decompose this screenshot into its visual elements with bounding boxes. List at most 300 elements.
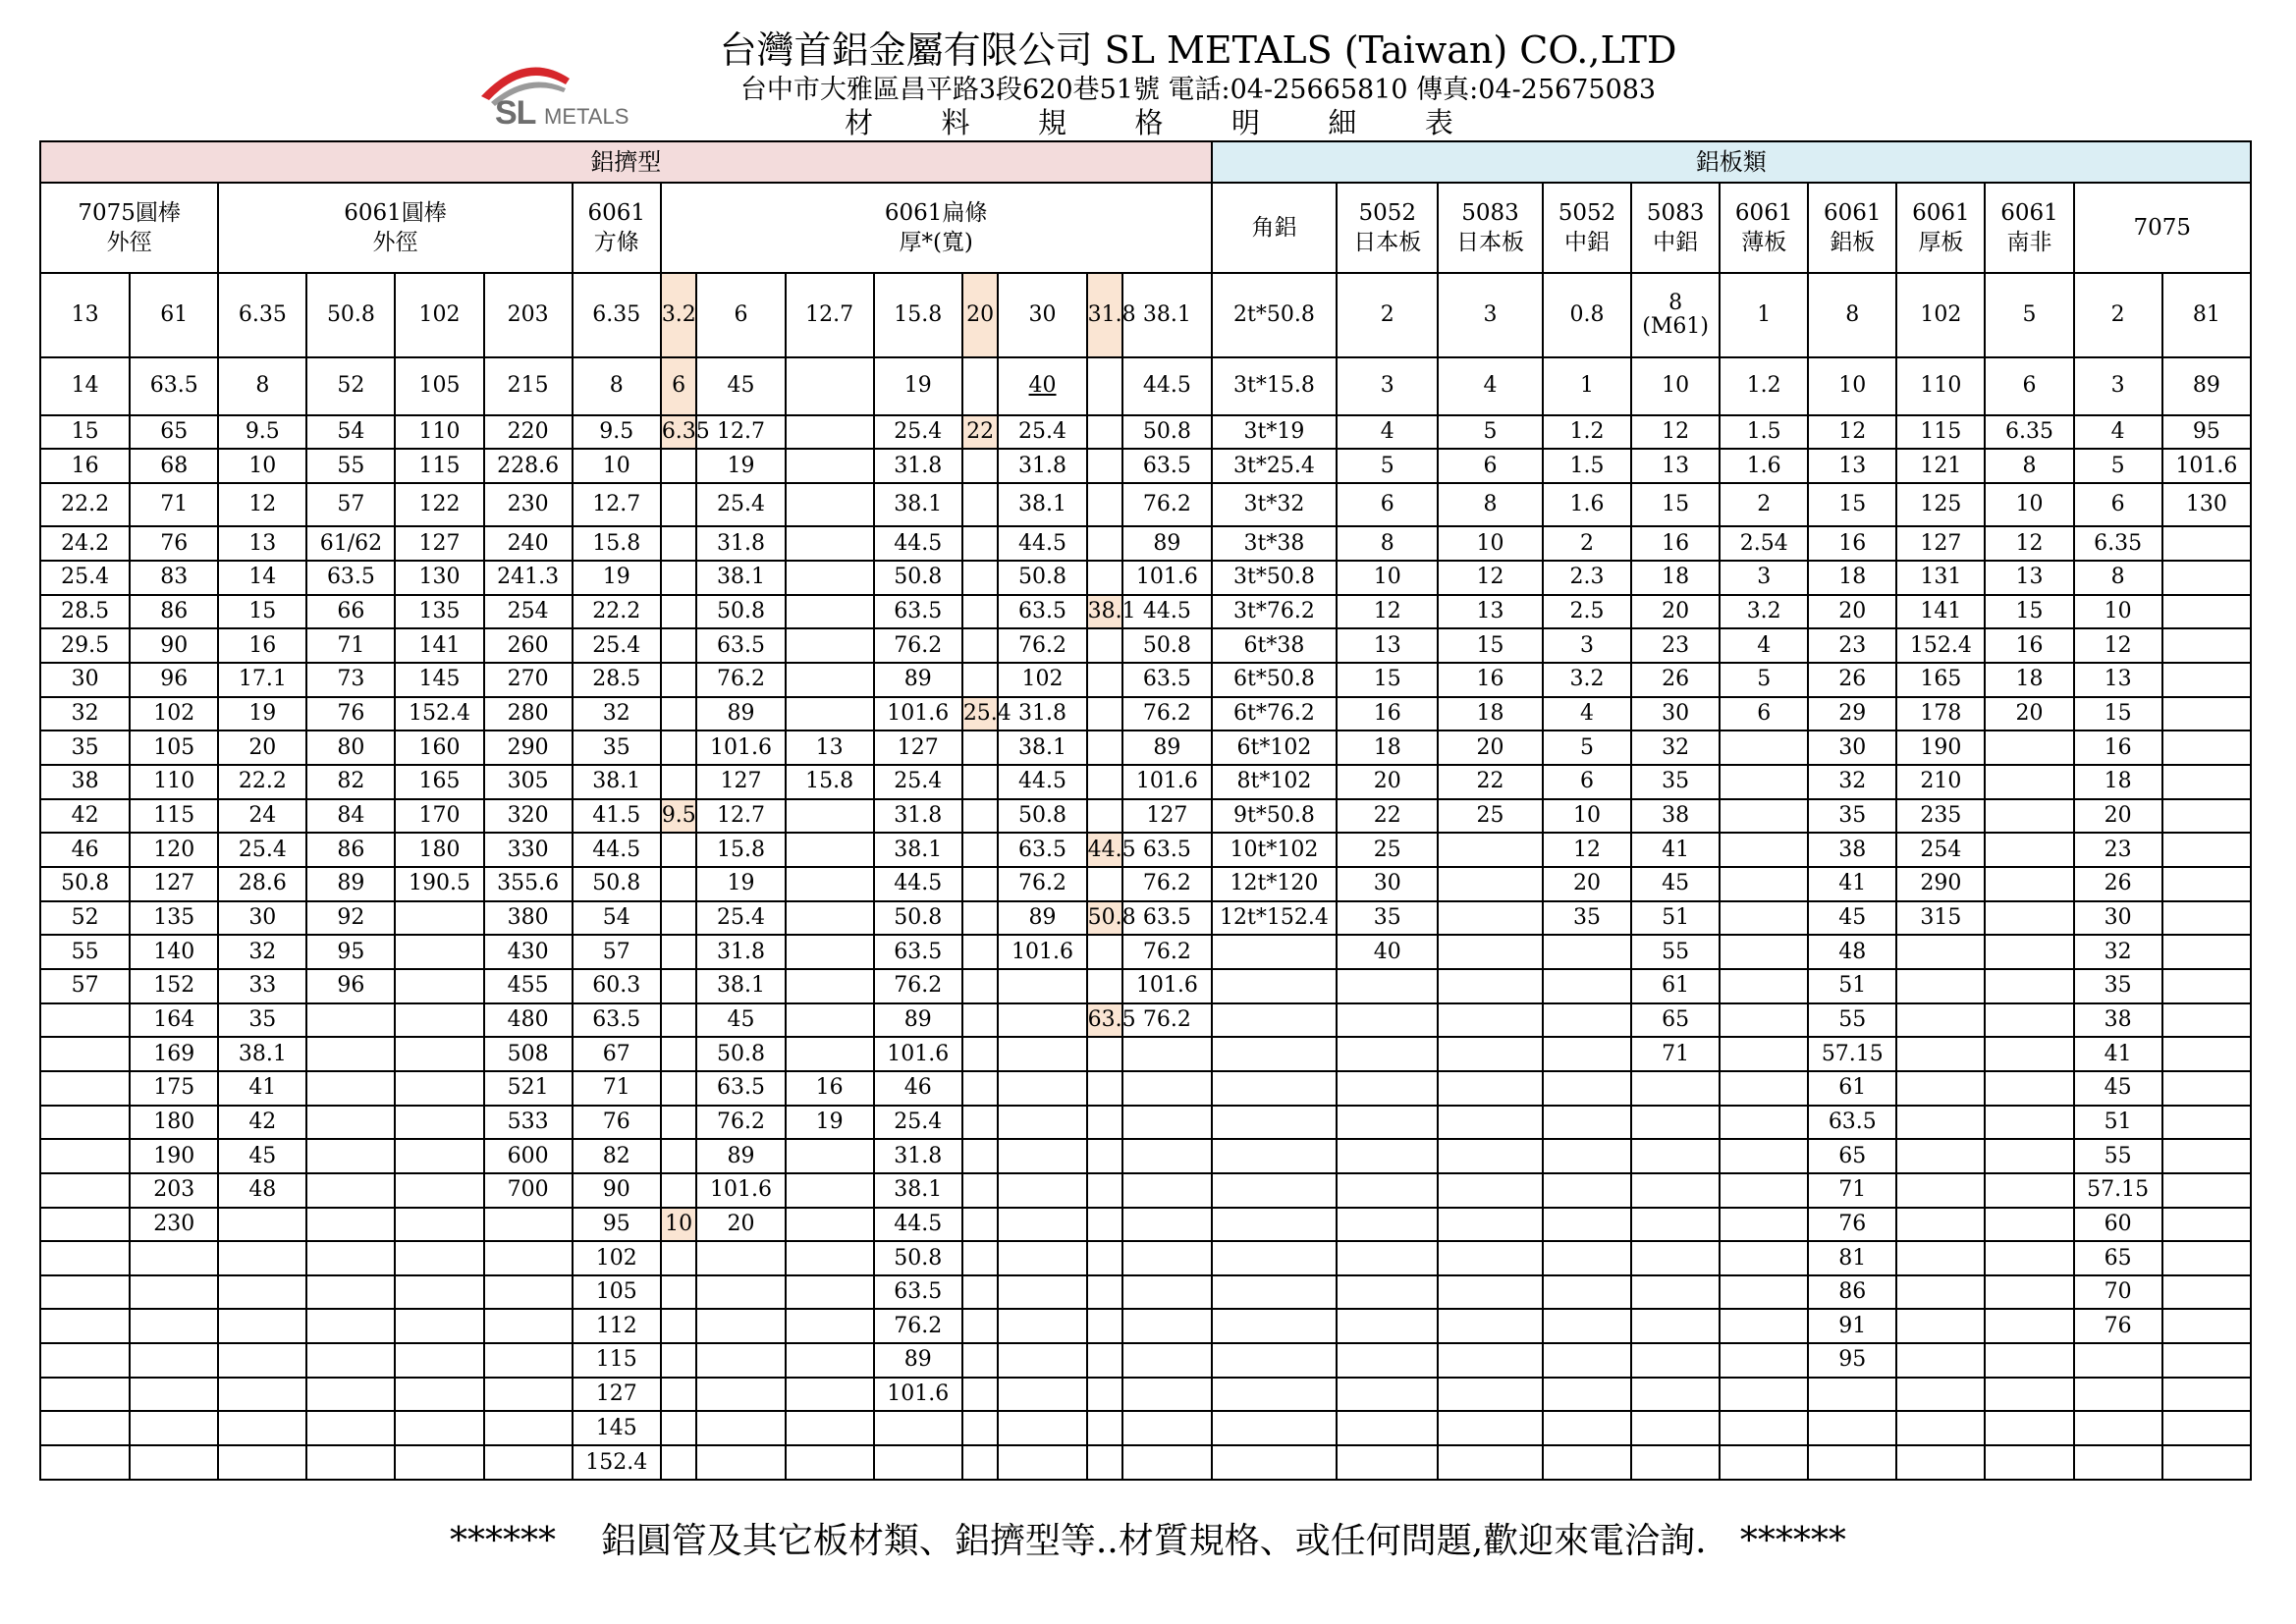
table-cell — [1896, 1275, 1985, 1310]
table-cell — [218, 1445, 306, 1480]
table-row — [40, 1139, 2251, 1173]
table-cell: 3t*50.8 — [1212, 561, 1338, 595]
table-cell: 121 — [1896, 449, 1985, 483]
table-cell — [661, 1071, 697, 1106]
table-cell — [2162, 765, 2251, 799]
table-cell: 145 — [395, 663, 483, 697]
table-cell: 290 — [484, 731, 573, 765]
table-cell: 5 — [1985, 273, 2073, 358]
table-cell: 228.6 — [484, 449, 573, 483]
logo-subtext: METALS — [544, 104, 629, 129]
table-cell: 9.5 — [661, 799, 697, 834]
table-cell — [962, 449, 999, 483]
table-cell: 12.7 — [573, 483, 661, 527]
table-cell — [786, 526, 874, 561]
table-cell — [1087, 1241, 1123, 1275]
table-cell — [1985, 1378, 2073, 1412]
table-cell — [1212, 1037, 1338, 1071]
table-cell: 51 — [1808, 969, 1896, 1003]
table-row — [40, 595, 2251, 629]
table-cell — [1337, 1139, 1438, 1173]
table-cell: 10 — [218, 449, 306, 483]
table-cell: 45 — [1808, 901, 1896, 936]
table-cell — [40, 1106, 130, 1140]
table-cell: 240 — [484, 526, 573, 561]
table-cell: 38.1 — [1087, 595, 1123, 629]
table-cell — [1087, 867, 1123, 901]
table-cell: 23 — [2074, 833, 2162, 867]
table-cell: 63.5 — [696, 1071, 785, 1106]
table-cell: 13 — [1808, 449, 1896, 483]
table-cell — [962, 799, 999, 834]
table-cell: 25 — [1337, 833, 1438, 867]
table-cell — [1985, 1275, 2073, 1310]
table-cell: 2 — [2074, 273, 2162, 358]
table-cell: 10 — [1438, 526, 1543, 561]
table-cell — [306, 1071, 395, 1106]
table-cell — [962, 1343, 999, 1378]
table-cell: 190.5 — [395, 867, 483, 901]
table-cell: 2 — [1543, 526, 1631, 561]
table-cell: 6t*102 — [1212, 731, 1338, 765]
table-cell — [395, 1003, 483, 1038]
table-row — [40, 663, 2251, 697]
table-cell — [962, 1411, 999, 1445]
table-cell — [786, 1241, 874, 1275]
table-cell: 1.2 — [1720, 357, 1808, 414]
table-cell: 15 — [2074, 697, 2162, 731]
table-cell: 20 — [1985, 697, 2073, 731]
table-cell — [1122, 1106, 1211, 1140]
table-cell: 3t*15.8 — [1212, 357, 1338, 414]
table-cell: 320 — [484, 799, 573, 834]
table-cell — [218, 1309, 306, 1343]
table-cell — [786, 799, 874, 834]
table-cell: 95 — [1808, 1343, 1896, 1378]
table-cell: 44.5 — [998, 765, 1086, 799]
table-cell — [1896, 935, 1985, 969]
table-cell — [1985, 765, 2073, 799]
table-cell — [786, 969, 874, 1003]
table-cell: 30 — [218, 901, 306, 936]
document-title-char: 細 — [1328, 106, 1357, 139]
table-cell: 120 — [130, 833, 218, 867]
table-cell: 101.6 — [2162, 449, 2251, 483]
table-cell: 86 — [130, 595, 218, 629]
table-cell: 46 — [874, 1071, 962, 1106]
table-cell: 135 — [130, 901, 218, 936]
table-cell: 110 — [395, 415, 483, 450]
table-cell — [661, 1411, 697, 1445]
table-cell: 38 — [1631, 799, 1720, 834]
table-cell: 68 — [130, 449, 218, 483]
table-cell: 63.5 — [1122, 449, 1211, 483]
table-cell — [1122, 1275, 1211, 1310]
table-cell: 50.8 — [696, 1037, 785, 1071]
table-cell: 76 — [573, 1106, 661, 1140]
table-cell: 29 — [1808, 697, 1896, 731]
table-cell: 50.8 — [306, 273, 395, 358]
table-cell — [1438, 1343, 1543, 1378]
table-cell: 17.1 — [218, 663, 306, 697]
table-cell — [395, 1139, 483, 1173]
table-cell — [962, 867, 999, 901]
table-cell — [1122, 1309, 1211, 1343]
table-cell — [1720, 1208, 1808, 1242]
table-cell: 40 — [1337, 935, 1438, 969]
table-cell — [130, 1275, 218, 1310]
table-row — [40, 1241, 2251, 1275]
table-cell: 25.4 — [40, 561, 130, 595]
table-cell — [1087, 935, 1123, 969]
table-cell — [1985, 969, 2073, 1003]
table-cell — [1985, 1106, 2073, 1140]
table-cell: 25.4 — [218, 833, 306, 867]
table-cell: 63.5 — [874, 1275, 962, 1310]
table-cell — [696, 1411, 785, 1445]
table-cell: 16 — [2074, 731, 2162, 765]
table-cell — [130, 1343, 218, 1378]
table-cell: 63.5 — [1122, 833, 1211, 867]
table-cell: 35 — [1631, 765, 1720, 799]
table-cell: 61 — [1631, 969, 1720, 1003]
table-cell: 3t*76.2 — [1212, 595, 1338, 629]
table-cell: 6.35 — [573, 273, 661, 358]
table-cell — [1720, 1445, 1808, 1480]
table-cell: 60 — [2074, 1208, 2162, 1242]
table-cell: 12.7 — [786, 273, 874, 358]
table-cell — [1438, 1003, 1543, 1038]
table-cell — [1122, 1411, 1211, 1445]
table-row — [40, 1411, 2251, 1445]
table-cell: 71 — [1808, 1173, 1896, 1208]
table-cell: 2.54 — [1720, 526, 1808, 561]
table-cell: 35 — [1337, 901, 1438, 936]
table-cell — [786, 935, 874, 969]
table-cell: 9.5 — [218, 415, 306, 450]
table-cell — [1087, 1037, 1123, 1071]
table-cell — [1543, 1411, 1631, 1445]
table-cell — [1896, 1173, 1985, 1208]
table-cell — [130, 1378, 218, 1412]
table-cell — [696, 1343, 785, 1378]
table-cell — [786, 1411, 874, 1445]
table-cell — [1631, 1445, 1720, 1480]
table-cell: 15 — [218, 595, 306, 629]
table-cell: 19 — [786, 1106, 874, 1140]
table-cell — [395, 935, 483, 969]
table-cell: 3 — [1438, 273, 1543, 358]
table-cell — [40, 1037, 130, 1071]
table-cell: 16 — [786, 1071, 874, 1106]
table-cell: 16 — [1985, 628, 2073, 663]
table-cell — [962, 765, 999, 799]
table-cell: 2.5 — [1543, 595, 1631, 629]
table-cell — [1720, 1106, 1808, 1140]
table-cell — [786, 901, 874, 936]
table-cell — [1212, 969, 1338, 1003]
table-cell: 18 — [2074, 765, 2162, 799]
document-title-char: 料 — [941, 106, 970, 139]
table-cell — [306, 1003, 395, 1038]
table-cell: 12.7 — [696, 415, 785, 450]
table-cell — [962, 1275, 999, 1310]
table-cell — [1337, 1071, 1438, 1106]
table-cell: 220 — [484, 415, 573, 450]
table-cell: 6 — [696, 273, 785, 358]
table-cell — [1896, 1378, 1985, 1412]
table-cell: 57 — [306, 483, 395, 527]
table-cell — [1631, 1411, 1720, 1445]
table-cell — [1438, 1275, 1543, 1310]
table-cell — [661, 1343, 697, 1378]
table-cell — [962, 1208, 999, 1242]
table-cell — [1985, 833, 2073, 867]
table-cell — [661, 561, 697, 595]
table-cell — [1720, 1275, 1808, 1310]
table-cell: 18 — [1337, 731, 1438, 765]
table-cell — [1337, 1241, 1438, 1275]
table-cell — [2162, 1411, 2251, 1445]
table-cell — [1087, 1411, 1123, 1445]
table-cell: 52 — [40, 901, 130, 936]
table-cell — [661, 731, 697, 765]
table-row — [40, 1173, 2251, 1208]
table-cell — [1337, 969, 1438, 1003]
table-cell: 63.5 — [998, 595, 1086, 629]
col-header-6061-rod: 6061圓棒 外徑 — [218, 183, 572, 273]
table-cell — [786, 1343, 874, 1378]
table-cell: 1 — [1543, 357, 1631, 414]
table-cell: 1.2 — [1543, 415, 1631, 450]
table-cell: 95 — [2162, 415, 2251, 450]
table-cell: 25.4 — [962, 697, 999, 731]
table-cell — [484, 1241, 573, 1275]
table-cell: 241.3 — [484, 561, 573, 595]
table-cell — [661, 1309, 697, 1343]
table-cell: 38.1 — [696, 969, 785, 1003]
table-cell: 130 — [395, 561, 483, 595]
table-cell: 46 — [40, 833, 130, 867]
table-cell: 12t*120 — [1212, 867, 1338, 901]
table-cell: 28.5 — [40, 595, 130, 629]
table-cell: 25.4 — [573, 628, 661, 663]
table-cell: 203 — [484, 273, 573, 358]
table-cell: 600 — [484, 1139, 573, 1173]
col-header-angle: 角鋁 — [1212, 183, 1338, 273]
table-cell — [1985, 731, 2073, 765]
table-cell: 38.1 — [573, 765, 661, 799]
table-cell — [1720, 1003, 1808, 1038]
table-cell — [786, 357, 874, 414]
material-spec-table — [39, 140, 2252, 1481]
table-cell — [2162, 526, 2251, 561]
table-cell — [2162, 1173, 2251, 1208]
table-cell — [306, 1411, 395, 1445]
table-cell: 6t*76.2 — [1212, 697, 1338, 731]
table-cell: 16 — [40, 449, 130, 483]
table-cell — [1985, 1343, 2073, 1378]
table-cell — [1122, 1343, 1211, 1378]
table-cell: 101.6 — [1122, 765, 1211, 799]
table-cell: 170 — [395, 799, 483, 834]
table-cell: 96 — [306, 969, 395, 1003]
table-cell: 18 — [1808, 561, 1896, 595]
table-cell: 22.2 — [218, 765, 306, 799]
table-cell: 26 — [2074, 867, 2162, 901]
table-cell: 6.35 — [2074, 526, 2162, 561]
table-cell: 355.6 — [484, 867, 573, 901]
table-cell — [1985, 867, 2073, 901]
table-cell — [786, 483, 874, 527]
table-cell: 102 — [1896, 273, 1985, 358]
table-cell — [1337, 1343, 1438, 1378]
table-cell — [395, 1343, 483, 1378]
table-cell: 25.4 — [696, 483, 785, 527]
table-cell: 152.4 — [395, 697, 483, 731]
table-cell — [998, 1173, 1086, 1208]
table-cell — [1212, 1003, 1338, 1038]
table-cell: 105 — [395, 357, 483, 414]
table-cell — [395, 901, 483, 936]
table-cell: 10 — [2074, 595, 2162, 629]
table-cell — [1087, 799, 1123, 834]
table-cell: 28.6 — [218, 867, 306, 901]
table-cell: 50.8 — [998, 799, 1086, 834]
table-cell — [306, 1445, 395, 1480]
table-cell: 8 — [2074, 561, 2162, 595]
table-cell: 63.5 — [998, 833, 1086, 867]
table-cell — [2074, 1343, 2162, 1378]
table-row — [40, 1378, 2251, 1412]
table-row — [40, 415, 2251, 450]
document-title-char: 明 — [1230, 106, 1260, 139]
table-cell: 50.8 — [40, 867, 130, 901]
table-cell — [1896, 969, 1985, 1003]
table-cell: 45 — [1631, 867, 1720, 901]
table-cell: 89 — [2162, 357, 2251, 414]
table-cell: 44.5 — [1122, 595, 1211, 629]
table-cell: 38.1 — [998, 483, 1086, 527]
table-cell — [661, 935, 697, 969]
table-cell: 38.1 — [696, 561, 785, 595]
table-cell — [1087, 765, 1123, 799]
table-cell: 10 — [573, 449, 661, 483]
table-cell — [696, 1378, 785, 1412]
table-cell — [661, 449, 697, 483]
table-cell — [1543, 1378, 1631, 1412]
document-title-char: 表 — [1424, 106, 1453, 139]
table-row — [40, 1275, 2251, 1310]
table-cell — [1720, 969, 1808, 1003]
table-cell — [2162, 1106, 2251, 1140]
table-cell: 13 — [1985, 561, 2073, 595]
table-cell — [786, 1003, 874, 1038]
table-row — [40, 1037, 2251, 1071]
table-cell — [395, 969, 483, 1003]
table-cell — [130, 1445, 218, 1480]
table-cell — [1720, 1139, 1808, 1173]
table-cell — [1337, 1445, 1438, 1480]
table-cell — [1896, 1411, 1985, 1445]
table-cell: 32 — [1808, 765, 1896, 799]
table-cell: 533 — [484, 1106, 573, 1140]
table-cell: 3 — [1543, 628, 1631, 663]
table-cell — [1543, 1208, 1631, 1242]
table-cell: 101.6 — [1122, 561, 1211, 595]
table-cell — [218, 1275, 306, 1310]
table-cell — [962, 833, 999, 867]
table-cell: 115 — [130, 799, 218, 834]
table-cell: 28.5 — [573, 663, 661, 697]
table-cell — [1543, 1003, 1631, 1038]
table-cell: 54 — [306, 415, 395, 450]
table-cell — [1985, 1411, 2073, 1445]
table-cell: 24 — [218, 799, 306, 834]
table-row — [40, 628, 2251, 663]
table-cell: 54 — [573, 901, 661, 936]
table-cell — [218, 1343, 306, 1378]
table-cell — [2162, 628, 2251, 663]
table-cell — [1438, 1071, 1543, 1106]
table-cell: 8 (M61) — [1631, 273, 1720, 358]
table-cell: 76.2 — [998, 867, 1086, 901]
table-cell: 5 — [1438, 415, 1543, 450]
table-cell: 9.5 — [573, 415, 661, 450]
table-cell — [395, 1208, 483, 1242]
table-cell: 13 — [2074, 663, 2162, 697]
table-cell: 6 — [1337, 483, 1438, 527]
table-cell — [1720, 765, 1808, 799]
table-cell — [1087, 561, 1123, 595]
table-cell: 22 — [962, 415, 999, 450]
table-cell — [661, 595, 697, 629]
table-row — [40, 1445, 2251, 1480]
table-cell: 41 — [1808, 867, 1896, 901]
table-cell — [998, 1071, 1086, 1106]
table-cell — [1122, 1445, 1211, 1480]
table-row — [40, 1106, 2251, 1140]
table-cell — [1543, 1071, 1631, 1106]
table-cell: 127 — [1896, 526, 1985, 561]
table-cell — [484, 1275, 573, 1310]
table-cell: 90 — [130, 628, 218, 663]
table-cell — [1896, 1208, 1985, 1242]
table-cell — [40, 1275, 130, 1310]
table-cell: 26 — [1631, 663, 1720, 697]
table-cell — [1087, 969, 1123, 1003]
table-cell — [1438, 1037, 1543, 1071]
table-cell: 115 — [395, 449, 483, 483]
table-cell — [306, 1139, 395, 1173]
table-cell: 4 — [2074, 415, 2162, 450]
table-cell: 165 — [395, 765, 483, 799]
table-cell — [962, 357, 999, 414]
table-cell — [306, 1037, 395, 1071]
table-cell: 20 — [2074, 799, 2162, 834]
table-cell: 164 — [130, 1003, 218, 1038]
document-header — [0, 0, 2296, 142]
table-cell: 50.8 — [874, 561, 962, 595]
table-cell: 18 — [1631, 561, 1720, 595]
table-cell: 8 — [218, 357, 306, 414]
table-cell: 40 — [998, 357, 1086, 414]
table-cell — [40, 1071, 130, 1106]
table-cell — [395, 1378, 483, 1412]
table-cell — [1212, 1208, 1338, 1242]
table-cell — [1720, 833, 1808, 867]
table-cell: 1.6 — [1720, 449, 1808, 483]
